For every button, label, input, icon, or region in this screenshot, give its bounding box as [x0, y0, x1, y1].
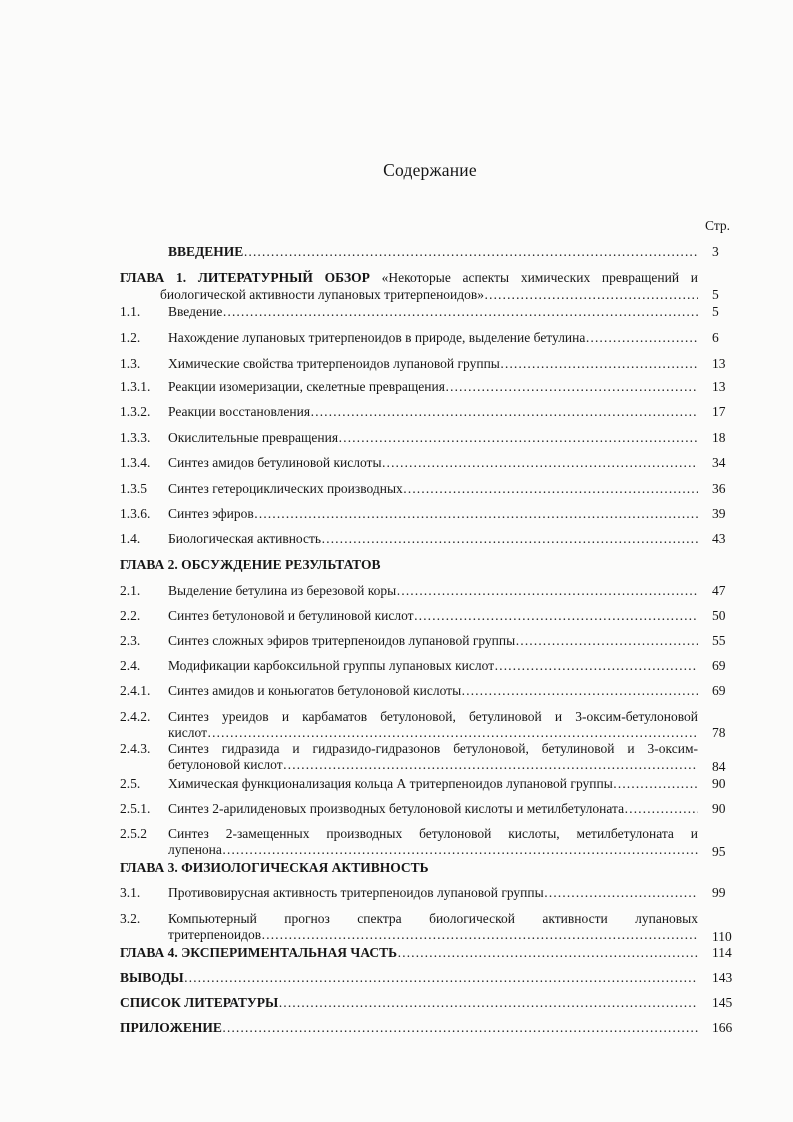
page-column-label: Стр. [705, 218, 731, 233]
toc-page-number: 34 [712, 455, 726, 470]
toc-page-number: 143 [712, 970, 733, 985]
toc-page-number: 50 [712, 608, 726, 623]
toc-page-number: 39 [712, 506, 726, 521]
toc-chapter-heading: ГЛАВА 1. ЛИТЕРАТУРНЫЙ ОБЗОР [120, 270, 370, 285]
toc-entry-title-cont: тритерпеноидов [168, 927, 262, 942]
toc-section-number: 1.3.2. [120, 404, 151, 419]
toc-section-number: 1.1. [120, 304, 141, 319]
toc-page-number: 36 [712, 481, 726, 496]
toc-section-number: 2.5. [120, 776, 141, 791]
toc-entry-title-cont: биологической активности лупановых тритерпеноидов» [160, 287, 485, 302]
toc-entry-title: Модификации карбоксильной группы лупановых кислот [168, 658, 495, 673]
toc-entry-title: Синтез амидов бетулиновой кислоты [168, 455, 382, 470]
toc-entry-title: Окислительные превращения [168, 430, 339, 445]
toc-entry-title: Химическая функционализация кольца А тритерпеноидов лупановой группы [168, 776, 613, 791]
toc-page-number: 17 [712, 404, 726, 419]
toc-page-number: 110 [712, 929, 732, 944]
toc-section-number: 2.4.3. [120, 741, 151, 756]
toc-page-number: 114 [712, 945, 732, 960]
toc-page-number: 18 [712, 430, 726, 445]
page-title: Содержание [383, 160, 477, 180]
toc-chapter-heading: ГЛАВА 4. ЭКСПЕРИМЕНТАЛЬНАЯ ЧАСТЬ [120, 945, 398, 960]
toc-entry-title: Синтез гетероциклических производных [168, 481, 403, 496]
toc-section-number: 1.3.3. [120, 430, 151, 445]
toc-section-number: 2.1. [120, 583, 141, 598]
toc-page-number: 95 [712, 844, 726, 859]
toc-page-number: 47 [712, 583, 726, 598]
toc-page-number: 145 [712, 995, 733, 1010]
toc-page-number: 55 [712, 633, 726, 648]
toc-entry-title: Биологическая активность [168, 531, 322, 546]
toc-section-number: 3.2. [120, 911, 141, 926]
toc-section-number: 3.1. [120, 885, 141, 900]
toc-chapter-heading: ГЛАВА 2. ОБСУЖДЕНИЕ РЕЗУЛЬТАТОВ [120, 557, 381, 572]
toc-entry-title: Нахождение лупановых тритерпеноидов в природе, выделение бетулина [168, 330, 586, 345]
toc-section-number: 1.3.6. [120, 506, 151, 521]
toc-page-number: 69 [712, 658, 726, 673]
toc-section-number: 1.3.5 [120, 481, 147, 496]
toc-page-number: 43 [712, 531, 726, 546]
toc-section-number: 2.4. [120, 658, 141, 673]
toc-page-number: 84 [712, 759, 726, 774]
toc-page-number: 166 [712, 1020, 733, 1035]
toc-section-number: 2.4.1. [120, 683, 151, 698]
toc-page-number: 13 [712, 379, 726, 394]
toc-chapter-heading: ВЫВОДЫ [120, 970, 184, 985]
toc-entry-title: Компьютерный прогноз спектра биологической активности лупановых [168, 911, 698, 926]
toc-chapter-heading: СПИСОК ЛИТЕРАТУРЫ [120, 995, 279, 1010]
toc-page-number: 5 [712, 287, 719, 302]
toc-entry-title: Реакции восстановления [168, 404, 311, 419]
toc-page-number: 13 [712, 356, 726, 371]
toc-entry-title: Реакции изомеризации, скелетные превращения [168, 379, 445, 394]
toc-page-number: 90 [712, 776, 726, 791]
toc-chapter-heading: ПРИЛОЖЕНИЕ [120, 1020, 222, 1035]
toc-page-number: 99 [712, 885, 726, 900]
toc-page-number: 5 [712, 304, 719, 319]
toc-section-number: 1.3. [120, 356, 141, 371]
toc-section-number: 1.2. [120, 330, 141, 345]
toc-entry-title: Синтез 2-замещенных производных бетулоновой кислоты, метилбетулоната и [168, 826, 698, 841]
toc-entry-title: Синтез эфиров [168, 506, 254, 521]
toc-entry-title: «Некоторые аспекты химических превращений и [381, 270, 698, 285]
toc-section-number: 1.3.1. [120, 379, 151, 394]
toc-section-number: 2.4.2. [120, 709, 151, 724]
toc-entry-title: Химические свойства тритерпеноидов лупановой группы [168, 356, 500, 371]
toc-section-number: 2.5.2 [120, 826, 147, 841]
toc-entry-title: Синтез амидов и коньюгатов бетулоновой кислоты [168, 683, 462, 698]
toc-entry-title: Синтез сложных эфиров тритерпеноидов лупановой группы [168, 633, 516, 648]
toc-entry-title: Синтез бетулоновой и бетулиновой кислот [168, 608, 414, 623]
toc-entry-title: Выделение бетулина из березовой коры [168, 583, 397, 598]
toc-entry-title-cont: кислот [168, 725, 207, 740]
toc-page-number: 90 [712, 801, 726, 816]
toc-section-number: 2.5.1. [120, 801, 151, 816]
toc-section-number: 1.3.4. [120, 455, 151, 470]
toc-page-number: 3 [712, 244, 719, 259]
toc-page-number: 6 [712, 330, 719, 345]
toc-entry-title: ВВЕДЕНИЕ [168, 244, 244, 259]
toc-chapter-heading: ГЛАВА 3. ФИЗИОЛОГИЧЕСКАЯ АКТИВНОСТЬ [120, 860, 429, 875]
toc-entry-title-cont: бетулоновой кислот [168, 757, 283, 772]
toc-entry-title-cont: лупенона [168, 842, 222, 857]
toc-section-number: 2.3. [120, 633, 141, 648]
toc-entry-title: Синтез уреидов и карбаматов бетулоновой, бетулиновой и 3-оксим-бетулоновой [168, 709, 698, 724]
toc-entry-title: Противовирусная активность тритерпеноидов лупановой группы [168, 885, 544, 900]
toc-page-number: 78 [712, 725, 726, 740]
toc-entry-title: Введение [168, 304, 223, 319]
toc-entry-title: Синтез гидразида и гидразидо-гидразонов бетулоновой, бетулиновой и 3-оксим- [168, 741, 698, 756]
toc-section-number: 1.4. [120, 531, 141, 546]
toc-section-number: 2.2. [120, 608, 141, 623]
toc-entry-title: Синтез 2-арилиденовых производных бетулоновой кислоты и метилбетулоната [168, 801, 625, 816]
toc-page-number: 69 [712, 683, 726, 698]
